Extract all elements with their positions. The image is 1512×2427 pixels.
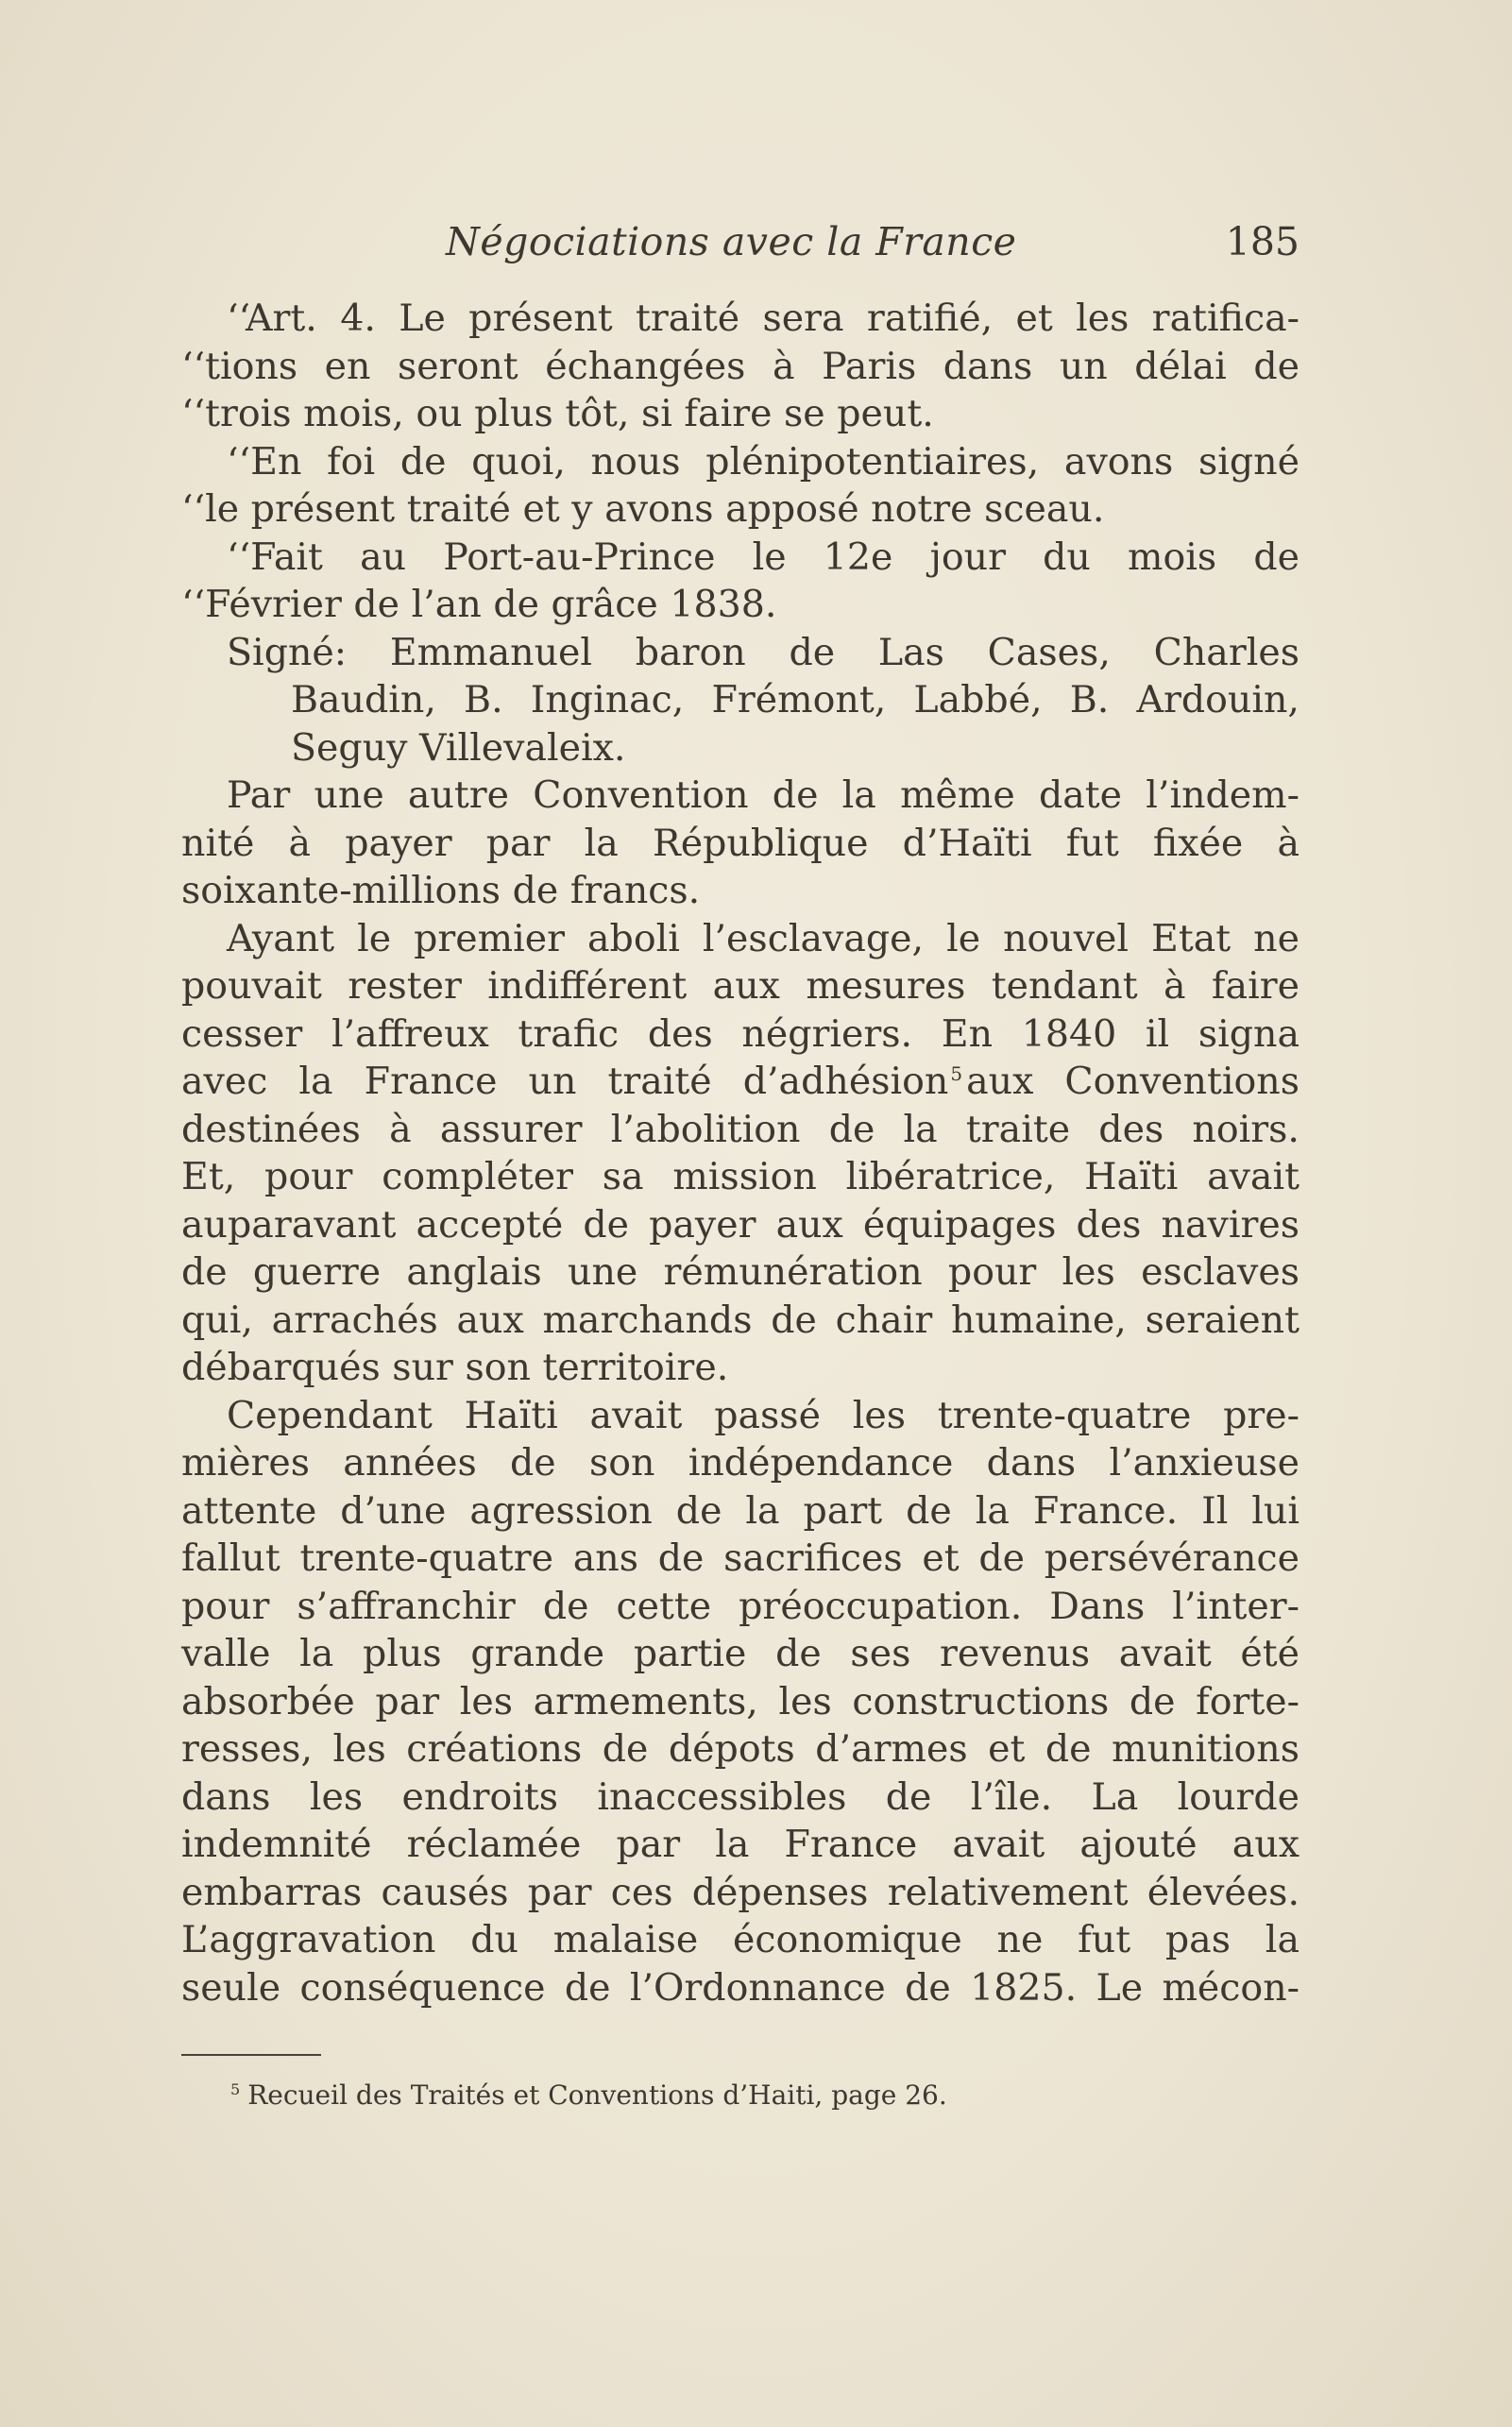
text-line: Par une autre Convention de la même date l’indem- bbox=[227, 773, 1300, 817]
text-line: absorbée par les armements, les constructions de forte- bbox=[181, 1679, 1300, 1723]
text-line: Signé: Emmanuel baron de Las Cases, Charles bbox=[227, 630, 1300, 674]
footnote-divider bbox=[181, 2054, 321, 2056]
footnote-marker: 5 bbox=[230, 2080, 241, 2098]
text-line: seule conséquence de l’Ordonnance de 1825. Le mécon- bbox=[181, 1965, 1300, 2010]
text-line: soixante-millions de francs. bbox=[181, 869, 701, 912]
footnote-reference: 5 bbox=[950, 1062, 963, 1085]
text-line: de guerre anglais une rémunération pour les esclaves bbox=[181, 1250, 1300, 1294]
text-line: nité à payer par la République d’Haïti fut fixée à bbox=[181, 821, 1300, 865]
text-line: valle la plus grande partie de ses revenus avait été bbox=[181, 1632, 1300, 1675]
page-header bbox=[181, 219, 1300, 276]
text-line: Cependant Haïti avait passé les trente-quatre pre- bbox=[227, 1393, 1300, 1437]
text-line: Et, pour compléter sa mission libératrice, Haïti avait bbox=[181, 1155, 1300, 1198]
text-line: ‘‘Février de l’an de grâce 1838. bbox=[181, 583, 777, 626]
text-line: Seguy Villevaleix. bbox=[291, 725, 626, 770]
text-span: avec la France un traité d’adhésion bbox=[181, 1060, 949, 1103]
page-number: 185 bbox=[1225, 219, 1300, 264]
footnote bbox=[230, 2079, 947, 2111]
signature-block bbox=[181, 629, 1300, 772]
text-line: Ayant le premier aboli l’esclavage, le nouvel Etat ne bbox=[227, 916, 1300, 960]
body-text bbox=[181, 295, 1300, 2011]
text-line: ‘‘En foi de quoi, nous plénipotentiaires, avons signé bbox=[227, 439, 1300, 484]
paragraph-cependant bbox=[181, 1392, 1300, 2012]
text-line: ‘‘le présent traité et y avons apposé notre sceau. bbox=[181, 487, 1105, 531]
text-line: cesser l’affreux trafic des négriers. En 1840 il signa bbox=[181, 1011, 1300, 1056]
text-line: mières années de son indépendance dans l’anxieuse bbox=[181, 1441, 1300, 1485]
text-line: destinées à assurer l’abolition de la traite des noirs. bbox=[181, 1107, 1300, 1151]
text-line: pouvait rester indifférent aux mesures tendant à faire bbox=[181, 964, 1300, 1008]
paragraph-esclavage bbox=[181, 915, 1300, 1392]
text-line: débarqués sur son territoire. bbox=[181, 1346, 729, 1389]
paragraph-fait bbox=[181, 534, 1300, 629]
text-line: embarras causés par ces dépenses relativement élevées. bbox=[181, 1870, 1300, 1914]
text-span: aux Conventions bbox=[966, 1060, 1300, 1103]
text-line: pour s’affranchir de cette préoccupation. Dans l’inter- bbox=[181, 1584, 1300, 1628]
text-line: dans les endroits inaccessibles de l’île. La lourde bbox=[181, 1774, 1300, 1819]
text-line: L’aggravation du malaise économique ne fut pas la bbox=[181, 1918, 1300, 1961]
text-line: ‘‘trois mois, ou plus tôt, si faire se peut. bbox=[181, 392, 934, 435]
text-line: ‘‘tions en seront échangées à Paris dans un délai de bbox=[181, 344, 1300, 388]
text-line-with-footnote-ref bbox=[181, 1058, 1300, 1106]
text-line: indemnité réclamée par la France avait ajouté aux bbox=[181, 1823, 1300, 1866]
running-title: Négociations avec la France bbox=[446, 219, 1017, 264]
text-line: resses, les créations de dépots d’armes et de munitions bbox=[181, 1727, 1300, 1771]
text-line: qui, arrachés aux marchands de chair humaine, seraient bbox=[181, 1298, 1300, 1342]
paragraph-en-foi bbox=[181, 438, 1300, 534]
paragraph-convention bbox=[181, 772, 1300, 915]
text-line: Baudin, B. Inginac, Frémont, Labbé, B. Ardouin, bbox=[291, 678, 1300, 721]
text-line: attente d’une agression de la part de la France. Il lui bbox=[181, 1488, 1300, 1533]
footnote-text: Recueil des Traités et Conventions d’Haiti, page 26. bbox=[247, 2079, 947, 2111]
text-line: fallut trente-quatre ans de sacrifices et de persévérance bbox=[181, 1536, 1300, 1580]
text-line: ‘‘Art. 4. Le présent traité sera ratifié, et les ratifica- bbox=[227, 297, 1300, 340]
paragraph-article-4 bbox=[181, 295, 1300, 438]
text-line: ‘‘Fait au Port-au-Prince le 12e jour du mois de bbox=[227, 535, 1300, 579]
text-line: auparavant accepté de payer aux équipages des navires bbox=[181, 1202, 1300, 1247]
